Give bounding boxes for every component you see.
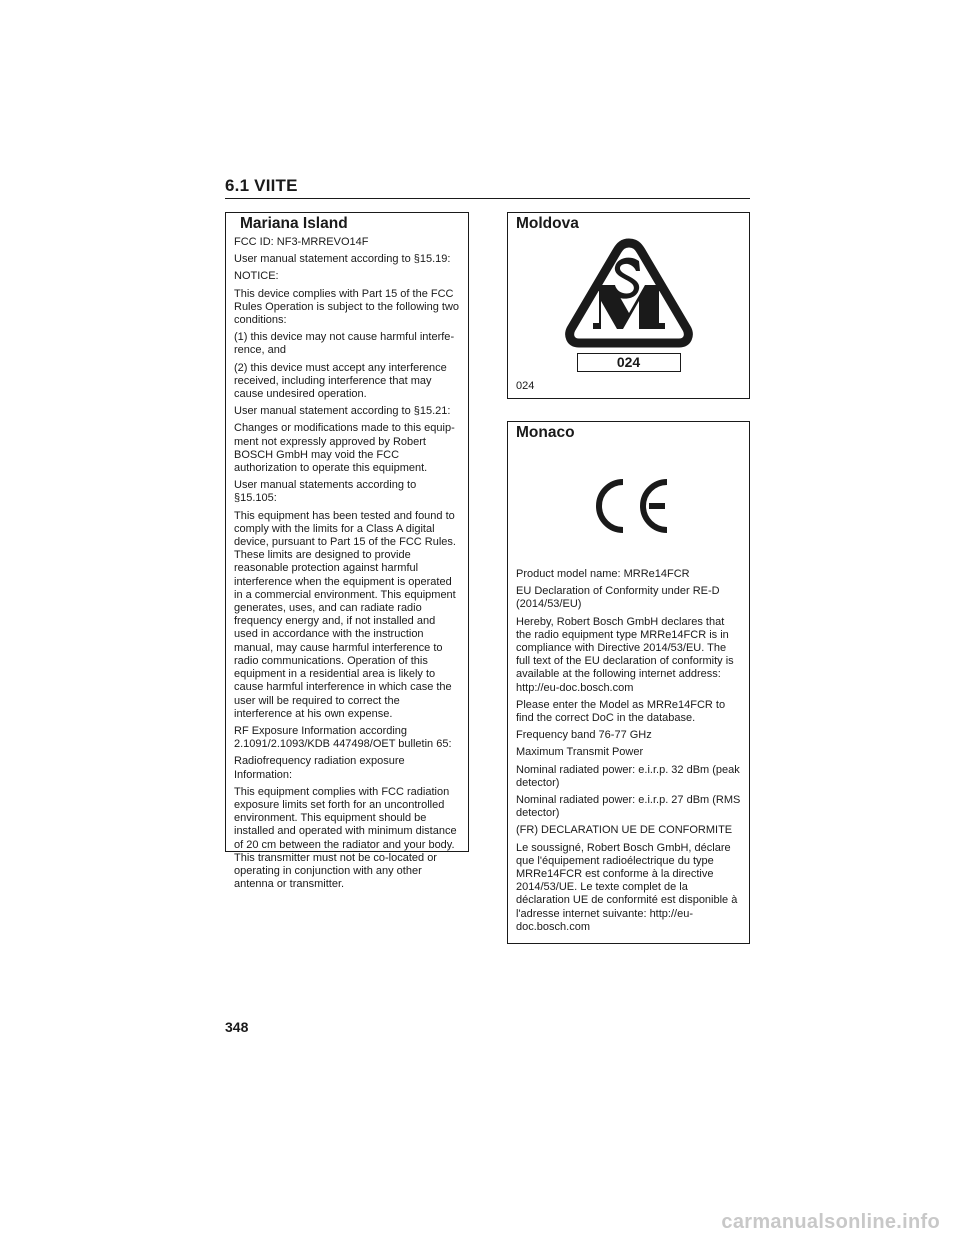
- mariana-paragraph: (2) this device must accept any interference received, including interference that may cause undesired operation.: [234, 361, 447, 401]
- moldova-mark-code: 024: [577, 353, 681, 372]
- monaco-paragraph: Product model name: MRRe14FCR: [516, 568, 690, 580]
- monaco-paragraph: Hereby, Robert Bosch GmbH declares that the radio equipment type MRRe14FCR is in compliance with Directive 2014/53/EU. The full text of the EU declaration of conformity is available at the following internet address: http://eu-doc.bosch.com: [516, 615, 734, 694]
- mariana-island-box: [225, 212, 469, 891]
- ce-mark-icon: [589, 478, 669, 534]
- page-number: 348: [225, 1019, 249, 1035]
- mariana-paragraph: User manual statement according to §15.21:: [234, 405, 451, 418]
- header-rule: [225, 198, 750, 199]
- monaco-box: [507, 421, 750, 944]
- moldova-title: Moldova: [516, 215, 579, 232]
- mariana-paragraph: This equipment has been tested and found to comply with the limits for a Class A digital device, pursuant to Part 15 of the FCC Rules. These limits are designed to provide reasonable protection against harmful interference when the equipment is operated in a commercial environment. This equipment generates, uses, and can radiate radio frequency energy and, if not installed and used in accordance with the instruction manual, may cause harmful interference to radio communications. Operation of this equipment in a residential area is likely to cause harmful interference in which case the user will be required to correct the interference at his own expense.: [234, 509, 456, 720]
- monaco-paragraph: Le soussigné, Robert Bosch GmbH, déclare que l'équipement radioélectrique du type MRRe14FCR est conforme à la directive 2014/53/UE. Le texte complet de la déclaration UE de conformité est disponible à l'adresse internet suivante: http://eu-doc.bosch.com: [516, 841, 738, 933]
- monaco-paragraph: Maximum Transmit Power: [516, 746, 644, 759]
- watermark: carmanualsonline.info: [721, 1211, 940, 1233]
- sm-conformity-mark-icon: [559, 237, 699, 361]
- moldova-box: [507, 212, 750, 399]
- mariana-paragraph: User manual statement according to §15.19:: [234, 253, 451, 266]
- monaco-paragraph: Frequency band 76-77 GHz: [516, 729, 652, 742]
- monaco-paragraph: Nominal radiated power: e.i.r.p. 32 dBm (peak detector): [516, 763, 740, 789]
- monaco-paragraph: EU Declaration of Conformity under RE-D (2014/53/EU): [516, 585, 720, 611]
- mariana-paragraph: NOTICE:: [234, 270, 279, 283]
- mariana-paragraph: Radiofrequency radiation exposure Information:: [234, 755, 405, 781]
- monaco-paragraph: Nominal radiated power: e.i.r.p. 27 dBm (RMS detector): [516, 794, 741, 820]
- mariana-paragraph: RF Exposure Information according 2.1091/2.1093/KDB 447498/OET bulletin 65:: [234, 724, 452, 751]
- mariana-paragraph: Changes or modifications made to this equipment not expressly approved by Robert BOSCH GmbH may void the FCC authorization to operate this equipment.: [234, 422, 455, 475]
- mariana-paragraph: User manual statements according to §15.105:: [234, 479, 417, 505]
- mariana-island-title: Mariana Island: [240, 215, 348, 232]
- monaco-paragraph: (FR) DECLARATION UE DE CONFORMITE: [516, 824, 733, 837]
- mariana-paragraph: FCC ID: NF3-MRREVO14F: [234, 236, 369, 248]
- monaco-paragraph: Please enter the Model as MRRe14FCR to find the correct DoC in the database.: [516, 698, 726, 725]
- moldova-caption: 024: [516, 380, 535, 392]
- section-title: 6.1 VIITE: [225, 176, 298, 195]
- mariana-paragraph: This device complies with Part 15 of the FCC Rules Operation is subject to the following two conditions:: [234, 287, 460, 327]
- mariana-paragraph: This equipment complies with FCC radiation exposure limits set forth for an uncontrolled environment. This equipment should be installed and operated with minimum distance of 20 cm between the radiator and your body. This transmitter must not be co-located or operating in conjunction with any other antenna or transmitter.: [234, 785, 457, 891]
- monaco-title: Monaco: [516, 424, 575, 441]
- mariana-paragraph: (1) this device may not cause harmful interference, and: [234, 331, 455, 357]
